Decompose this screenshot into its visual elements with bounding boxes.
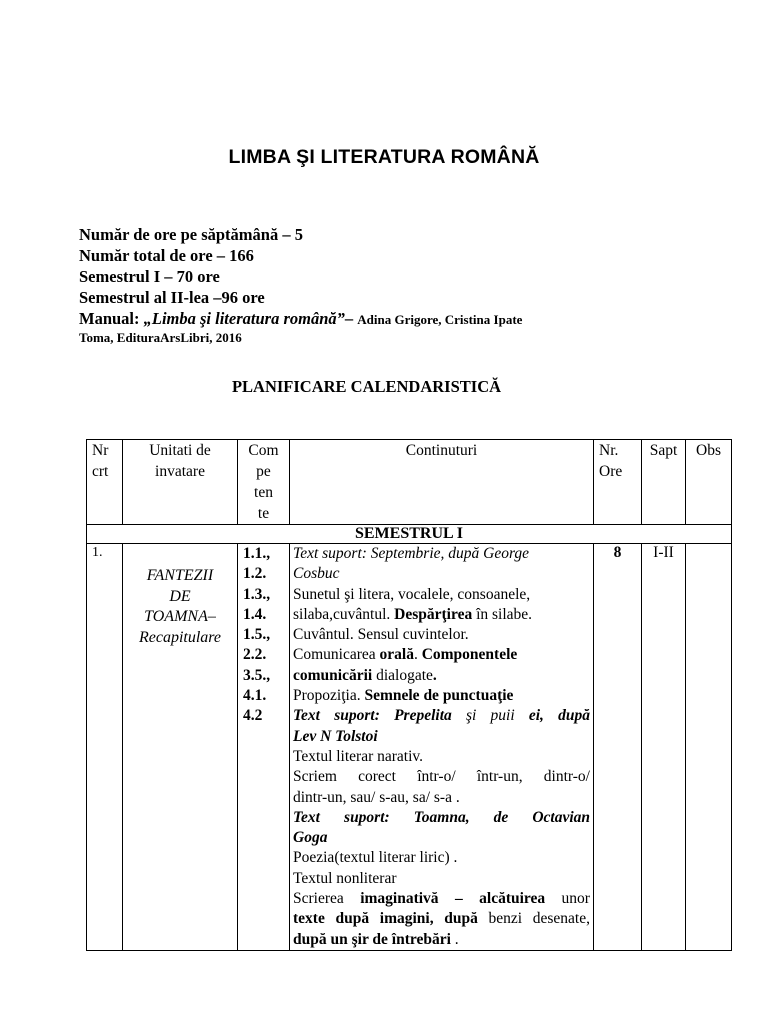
- competence-item: 1.5.,: [243, 626, 271, 644]
- course-info: [79, 224, 699, 347]
- contents: [290, 544, 594, 951]
- competence-item: 1.1.,: [243, 545, 271, 562]
- content-text: în silabe.: [472, 605, 533, 623]
- unit-title-line: FANTEZII: [146, 567, 214, 584]
- content-text: imaginativă – alcătuirea: [360, 890, 546, 908]
- row-number: 1.: [87, 544, 123, 951]
- content-line: [293, 666, 590, 686]
- header-ore-line: Nr.: [599, 442, 619, 459]
- content-text: dialogate: [372, 666, 433, 684]
- hours-count: 8: [594, 544, 642, 951]
- content-text: Semnele de punctuaţie: [364, 687, 514, 705]
- manual-label: Manual:: [79, 309, 144, 328]
- semester-label: SEMESTRUL I: [87, 525, 732, 544]
- competence-item: 4.1.: [243, 687, 267, 705]
- content-line: [293, 909, 590, 929]
- content-line: dintr-un, sau/ s-au, sa/ s-a .: [293, 788, 460, 806]
- content-text: unor: [545, 890, 590, 908]
- competence-item: 2.2.: [243, 646, 267, 664]
- manual-dash: –: [344, 309, 358, 328]
- header-ore-line: Ore: [599, 463, 623, 480]
- learning-unit: [123, 544, 238, 951]
- header-nr-ore: [594, 440, 642, 525]
- content-text: Scrierea: [293, 890, 361, 908]
- manual-title: „Limba şi literatura română”: [143, 309, 345, 328]
- text-support-line: Lev N Tolstoi: [293, 727, 378, 745]
- semester-2-hours: Semestrul al II-lea –96 ore: [79, 288, 265, 307]
- manual-info: [79, 308, 699, 329]
- semester-row: [87, 525, 732, 544]
- content-text: Propoziţia: [293, 687, 357, 705]
- content-line: [293, 686, 590, 706]
- section-title: PLANIFICARE CALENDARISTICĂ: [231, 377, 502, 396]
- manual-authors: Adina Grigore, Cristina Ipate: [357, 312, 523, 327]
- header-competente: [238, 440, 290, 525]
- content-text: Componentele: [421, 646, 518, 664]
- text-support-line: Text suport: Septembrie, după George: [293, 545, 530, 562]
- text-support-line: Text suport: Toamna, de Octavian: [293, 808, 590, 826]
- header-nr-crt: [87, 440, 123, 525]
- content-line: [293, 605, 590, 625]
- competences: [238, 544, 290, 951]
- header-unitati: [123, 440, 238, 525]
- content-line: Textul literar narativ.: [293, 747, 424, 765]
- header-comp-line: ten: [254, 484, 273, 501]
- content-text: orală: [379, 646, 414, 664]
- unit-subtitle: Recapitulare: [138, 628, 222, 646]
- header-unitati-line: Unitati de: [149, 442, 211, 459]
- content-text: suport: Prepelita: [334, 707, 466, 725]
- content-text: .: [356, 687, 365, 705]
- manual-publisher: Toma, EdituraArsLibri, 2016: [79, 330, 242, 345]
- observations: [686, 544, 732, 951]
- competence-item: 1.2.: [243, 565, 267, 583]
- content-line: [293, 645, 590, 665]
- content-line: Scriem corect într-o/ într-un, dintr-o/: [293, 768, 590, 786]
- content-text: Despărţirea: [394, 605, 473, 623]
- content-line: Sunetul şi litera, vocalele, consoanele,: [293, 585, 531, 603]
- content-line: [293, 930, 590, 950]
- calendar-plan-table: [86, 439, 732, 951]
- weeks: I-II: [642, 544, 686, 951]
- unit-title-line: DE: [169, 587, 191, 605]
- competence-item: 4.2: [243, 707, 263, 725]
- header-sapt: Sapt: [642, 440, 686, 525]
- header-unitati-line: invatare: [155, 463, 205, 480]
- content-text: .: [450, 930, 459, 948]
- content-text: .: [413, 646, 422, 664]
- header-nr-line: crt: [92, 463, 109, 480]
- content-text: şi: [465, 707, 477, 725]
- content-line: Textul nonliterar: [293, 869, 397, 887]
- table-header-row: [87, 440, 732, 525]
- content-line: [293, 889, 590, 909]
- content-text: benzi desenate,: [477, 910, 590, 928]
- content-text: după un şir de întrebări: [293, 930, 451, 948]
- competence-item: 1.3.,: [243, 585, 271, 603]
- header-comp-line: te: [257, 505, 270, 522]
- content-text: Comunicarea: [293, 646, 380, 664]
- text-support-line: [293, 706, 590, 726]
- content-text: puii: [476, 707, 529, 725]
- header-comp-line: pe: [256, 463, 271, 480]
- competence-item: 1.4.: [243, 605, 267, 623]
- text-support-line: Cosbuc: [293, 565, 340, 583]
- hours-per-week: Număr de ore pe săptămână – 5: [79, 225, 303, 244]
- content-text: texte după imagini, după: [293, 910, 478, 928]
- text-support-line: Goga: [293, 829, 328, 847]
- header-continuturi: Continuturi: [290, 440, 594, 525]
- unit-title-line: TOAMNA–: [144, 608, 216, 625]
- page-title: LIMBA ŞI LITERATURA ROMÂNĂ: [228, 146, 540, 168]
- header-nr-line: Nr: [92, 442, 109, 459]
- semester-1-hours: Semestrul I – 70 ore: [79, 267, 220, 286]
- content-text: ei, după: [528, 707, 591, 725]
- content-line: Cuvântul. Sensul cuvintelor.: [293, 626, 469, 644]
- content-text: Text: [293, 707, 335, 725]
- table-row: [87, 544, 732, 951]
- content-text: comunicării: [293, 666, 373, 684]
- header-comp-line: Com: [248, 442, 279, 459]
- content-line: Poezia(textul literar liric) .: [293, 849, 458, 867]
- total-hours: Număr total de ore – 166: [79, 246, 254, 265]
- content-text: silaba,cuvântul.: [293, 605, 395, 623]
- header-obs: Obs: [686, 440, 732, 525]
- content-text: .: [432, 666, 437, 684]
- competence-item: 3.5.,: [243, 666, 271, 684]
